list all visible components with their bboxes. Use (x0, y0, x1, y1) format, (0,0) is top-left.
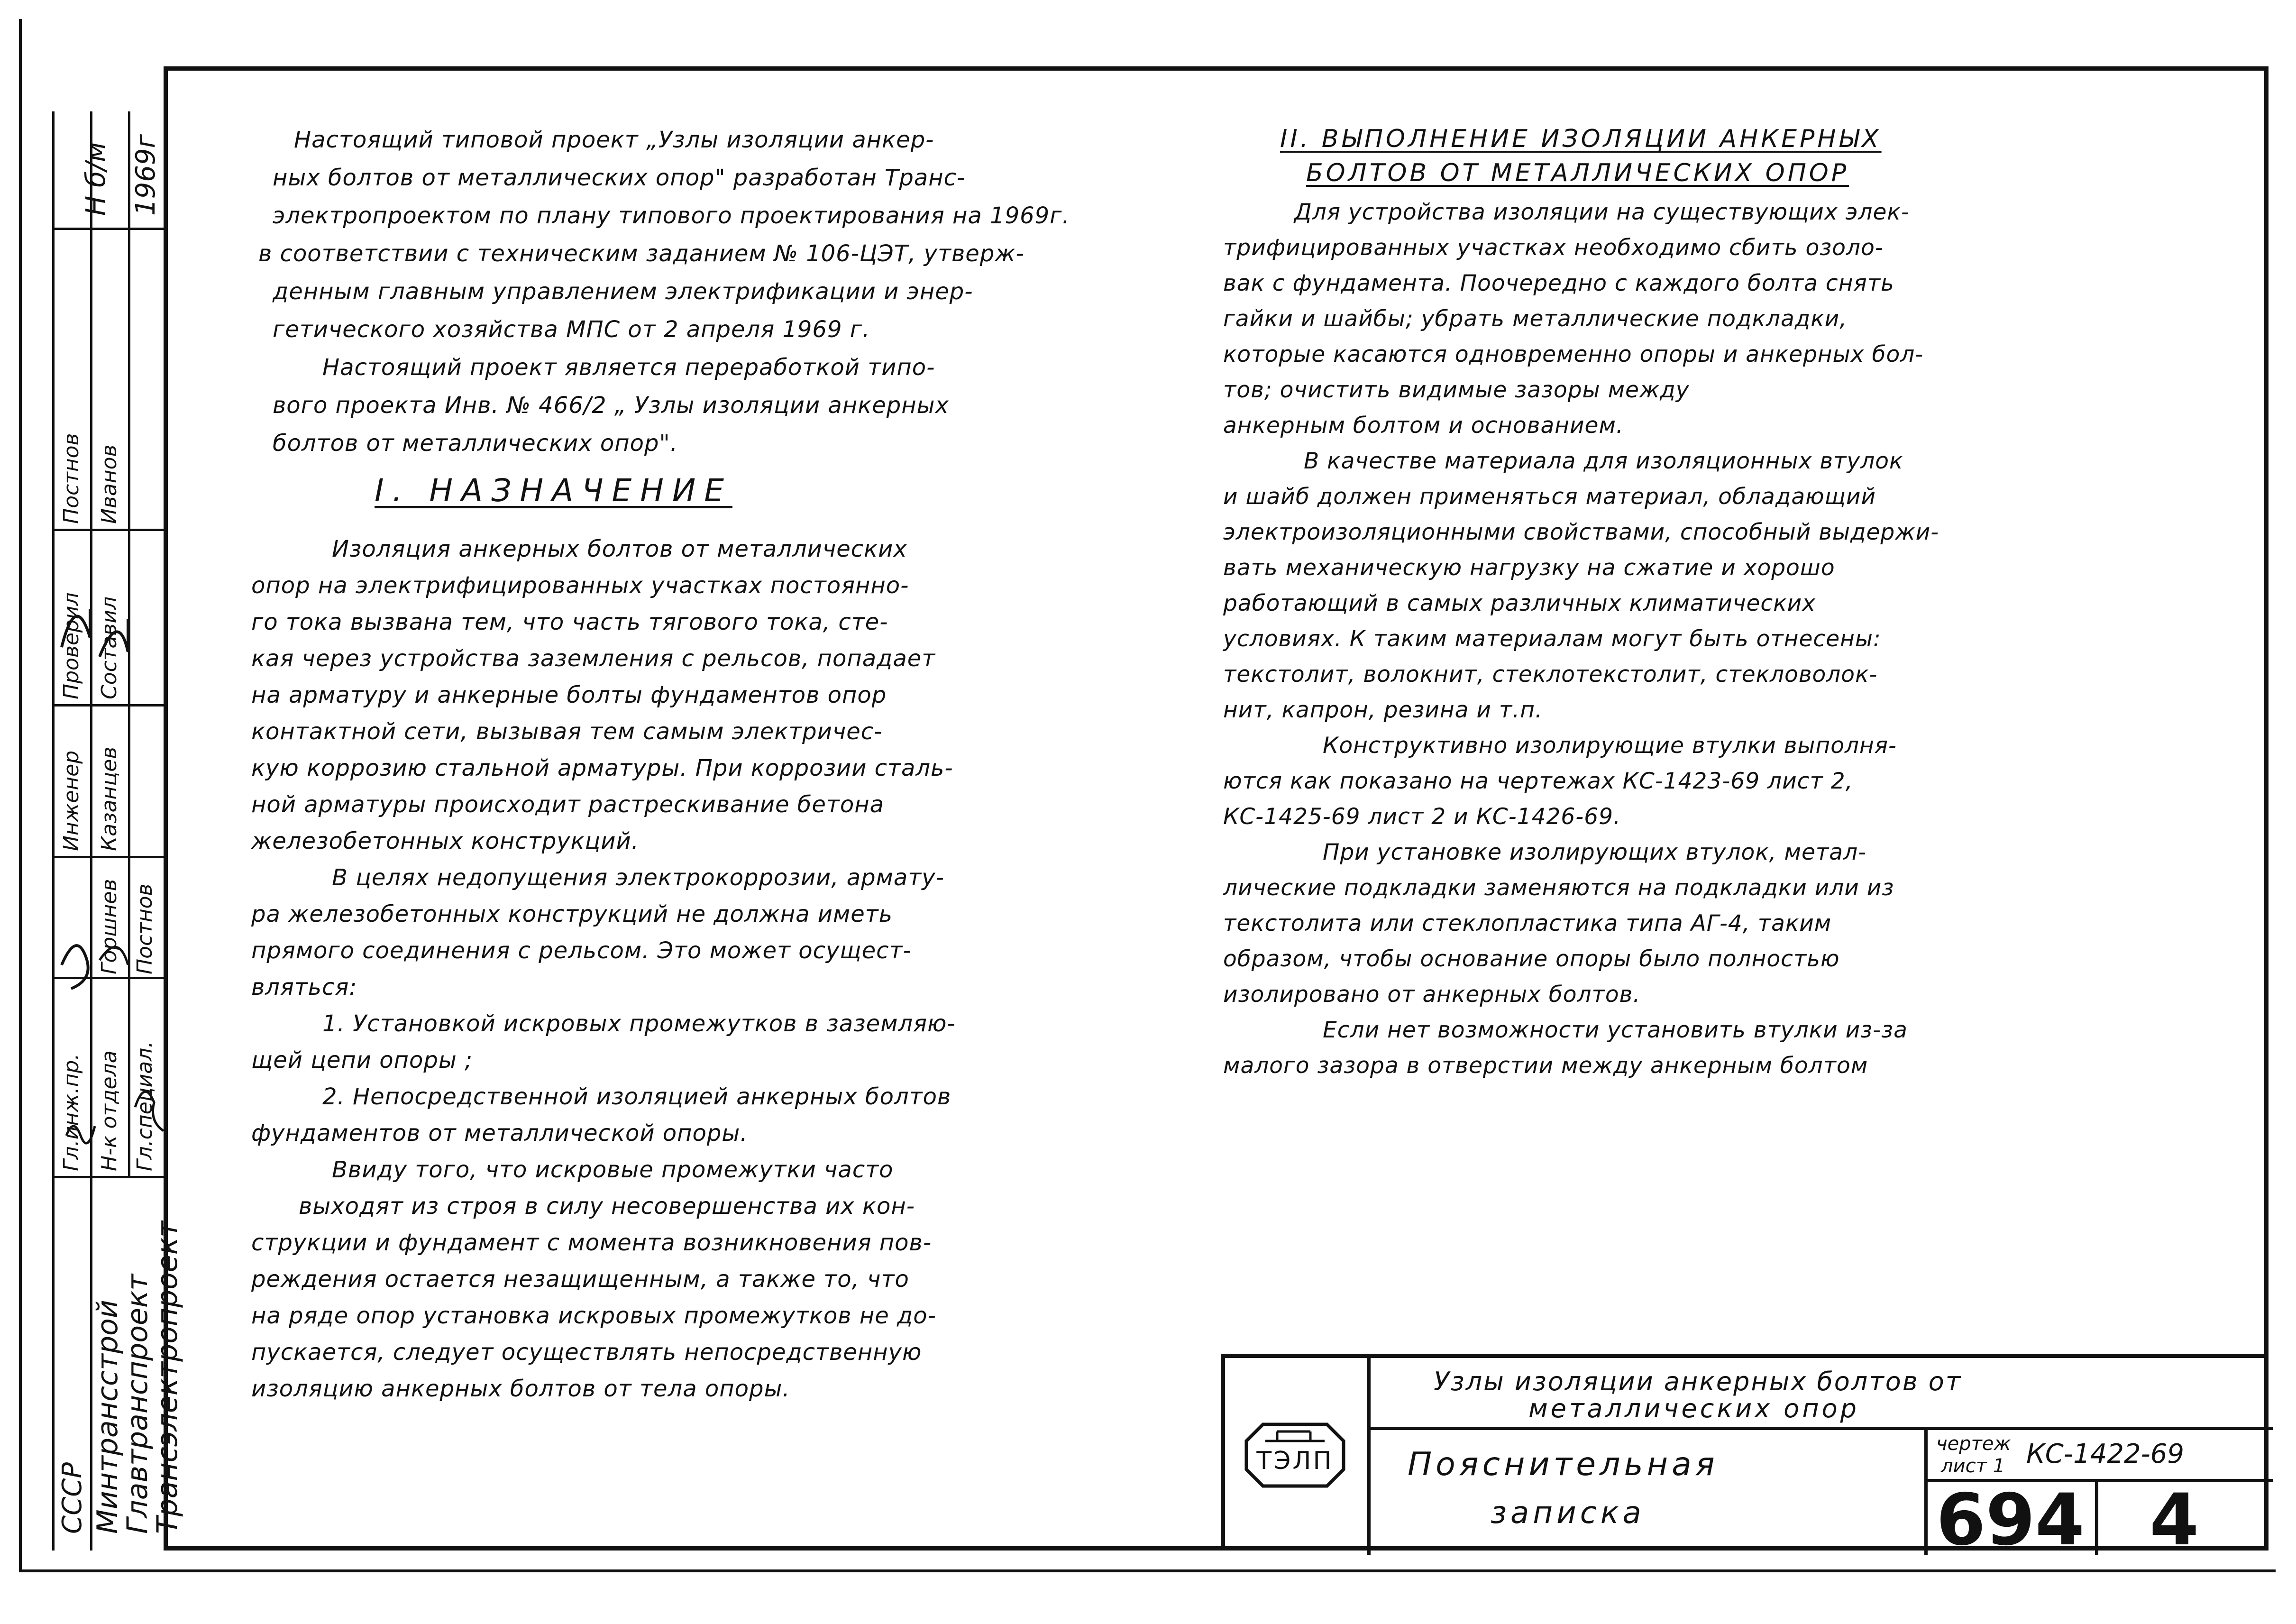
s2-line: нит, капрон, резина и т.п. (1223, 697, 1543, 723)
left-stamp (52, 111, 184, 1551)
tb-inventory-no: 694 (1936, 1479, 2085, 1561)
s2-line: анкерным болтом и основанием. (1223, 413, 1624, 439)
s2-line: вать механическую нагрузку на сжатие и хорошо (1223, 555, 1835, 581)
tb-docname-line2: записка (1491, 1496, 1645, 1531)
stamp-doc-no: Н б/м (81, 142, 111, 216)
s1-line: В целях недопущения электрокоррозии, армату- (332, 864, 944, 891)
logo-text: ТЭЛП (1256, 1447, 1334, 1475)
s1-line: Ввиду того, что искровые промежутки часто (332, 1156, 894, 1183)
s1-line: 2. Непосредственной изоляцией анкерных болтов (322, 1083, 951, 1110)
intro-line: Настоящий типовой проект „Узлы изоляции анкер- (294, 127, 934, 153)
section2-text (1223, 194, 1939, 1083)
stamp-name-postnov: Постнов (59, 433, 83, 524)
stamp-role-check: Проверил (59, 592, 83, 699)
stamp-name-ivanov: Иванов (97, 444, 121, 524)
s2-line: лические подкладки заменяются на подкладки или из (1223, 875, 1894, 901)
signature-marks (52, 111, 164, 1551)
intro-line: ных болтов от металлических опор" разработан Транс- (273, 165, 966, 191)
s2-line: КС-1425-69 лист 2 и КС-1426-69. (1223, 804, 1621, 830)
s1-line: 1. Установкой искровых промежутков в заземляю- (322, 1010, 956, 1037)
s1-line: кая через устройства заземления с рельсов, попадает (251, 645, 936, 672)
intro-text (258, 121, 1070, 462)
stamp-role-gs: Гл.специал. (133, 1041, 157, 1171)
s2-line: и шайб должен применяться материал, обладающий (1223, 484, 1876, 510)
tb-title-line2: металлических опор (1528, 1394, 1859, 1423)
intro-line: электропроектом по плану типового проектирования на 1969г. (273, 202, 1070, 229)
s2-line: вак с фундамента. Поочередно с каждого болта снять (1223, 270, 1894, 296)
s1-line: щей цепи опоры ; (251, 1047, 473, 1073)
s2-line: изолировано от анкерных болтов. (1223, 982, 1641, 1008)
intro-line: Настоящий проект является переработкой типо- (322, 354, 935, 381)
s2-line: малого зазора в отверстии между анкерным болтом (1223, 1053, 1868, 1079)
outer-left-border (19, 19, 22, 1572)
s2-line: тов; очистить видимые зазоры между (1223, 377, 1690, 403)
intro-line: в соответствии с техническим заданием № 106-ЦЭТ, утверж- (258, 240, 1025, 267)
stamp-org-1: СССР (57, 1462, 88, 1534)
stamp-name-kaz: Казанцев (97, 746, 121, 851)
s2-line: Если нет возможности установить втулки из-за (1323, 1017, 1908, 1043)
s1-line: опор на электрифицированных участках постоянно- (251, 572, 909, 599)
stamp-name-gorsh: Горшнев (97, 879, 121, 974)
stamp-role-eng: Инженер (59, 750, 83, 851)
section2-title-line1: II. ВЫПОЛНЕНИЕ ИЗОЛЯЦИИ АНКЕРНЫХ (1280, 125, 1882, 153)
s2-line: текстолит, волокнит, стеклотекстолит, стекловолок- (1223, 661, 1878, 688)
s1-line: контактной сети, вызывая тем самым электричес- (251, 718, 883, 745)
s1-line: выходят из строя в силу несовершенства их кон- (299, 1193, 915, 1220)
s2-line: Конструктивно изолирующие втулки выполня- (1323, 733, 1897, 759)
s1-line: струкции и фундамент с момента возникновения пов- (251, 1229, 932, 1256)
s2-line: Для устройства изоляции на существующих элек- (1294, 199, 1910, 225)
s2-line: При установке изолирующих втулок, метал- (1323, 839, 1867, 865)
intro-line: вого проекта Инв. № 466/2 „ Узлы изоляции анкерных (273, 392, 949, 419)
s2-line: условиях. К таким материалам могут быть отнесены: (1223, 626, 1881, 652)
section1-title: I. НАЗНАЧЕНИЕ (375, 472, 732, 509)
s1-line: вляться: (251, 974, 357, 1000)
s1-line: прямого соединения с рельсом. Это может осущест- (251, 937, 912, 964)
tb-title-line1: Узлы изоляции анкерных болтов от (1434, 1367, 1962, 1396)
stamp-role-nk: Н-к отдела (97, 1050, 121, 1171)
tb-sheet-label: лист 1 (1941, 1455, 2005, 1477)
s2-line: ются как показано на чертежах КС-1423-69 лист 2, (1223, 768, 1853, 794)
s2-line: гайки и шайбы; убрать металлические подкладки, (1223, 306, 1848, 332)
s1-line: ра железобетонных конструкций не должна иметь (251, 901, 893, 927)
intro-line: болтов от металлических опор". (273, 430, 678, 457)
stamp-org-3: Главтранспроект (121, 1274, 154, 1534)
tb-sheet-no: 4 (2150, 1479, 2199, 1561)
s1-line: кую коррозию стальной арматуры. При коррозии сталь- (251, 755, 953, 781)
s1-line: на ряде опор установка искровых промежутков не до- (251, 1303, 936, 1329)
stamp-org-4: Трансэлектропроект (151, 1220, 184, 1534)
s1-line: фундаментов от металлической опоры. (251, 1120, 748, 1147)
stamp-role-gip: Гл.инж.пр. (59, 1053, 83, 1171)
stamp-name-postnov2: Постнов (133, 883, 157, 974)
s1-line: го тока вызвана тем, что часть тягового тока, сте- (251, 609, 888, 635)
stamp-org-2: Минтрансстрой (91, 1300, 124, 1534)
s2-line: текстолита или стеклопластика типа АГ-4, таким (1223, 910, 1832, 936)
stamp-role-made: Составил (97, 596, 121, 699)
s1-line: Изоляция анкерных болтов от металлических (332, 536, 907, 562)
intro-line: денным главным управлением электрификации и энер- (273, 278, 973, 305)
tb-drawing-label: чертеж (1936, 1433, 2011, 1455)
section1-text (251, 531, 956, 1407)
s1-line: реждения остается незащищенным, а также то, что (251, 1266, 909, 1293)
tb-docname-line1: Пояснительная (1408, 1446, 1719, 1483)
s2-line: работающий в самых различных климатических (1223, 590, 1816, 616)
s2-line: которые касаются одновременно опоры и анкерных бол- (1223, 341, 1924, 367)
s2-line: В качестве материала для изоляционных втулок (1304, 448, 1903, 474)
intro-line: гетического хозяйства МПС от 2 апреля 1969 г. (273, 316, 870, 343)
outer-bottom-border (19, 1569, 2276, 1572)
telp-logo (1244, 1422, 1346, 1488)
s2-line: образом, чтобы основание опоры было полностью (1223, 946, 1840, 972)
tb-drawing-no: КС-1422-69 (2026, 1439, 2185, 1469)
stamp-year: 1969г (130, 134, 161, 216)
s2-line: трифицированных участках необходимо сбить озоло- (1223, 235, 1884, 261)
s1-line: изоляцию анкерных болтов от тела опоры. (251, 1376, 790, 1402)
s1-line: пускается, следует осуществлять непосредственную (251, 1339, 922, 1366)
title-block (1221, 1354, 2269, 1561)
s1-line: железобетонных конструкций. (251, 828, 639, 854)
section2-title-line2: БОЛТОВ ОТ МЕТАЛЛИЧЕСКИХ ОПОР (1306, 159, 1849, 187)
s2-line: электроизоляционными свойствами, способный выдержи- (1223, 519, 1939, 545)
s1-line: на арматуру и анкерные болты фундаментов опор (251, 682, 887, 708)
s1-line: ной арматуры происходит растрескивание бетона (251, 791, 885, 818)
